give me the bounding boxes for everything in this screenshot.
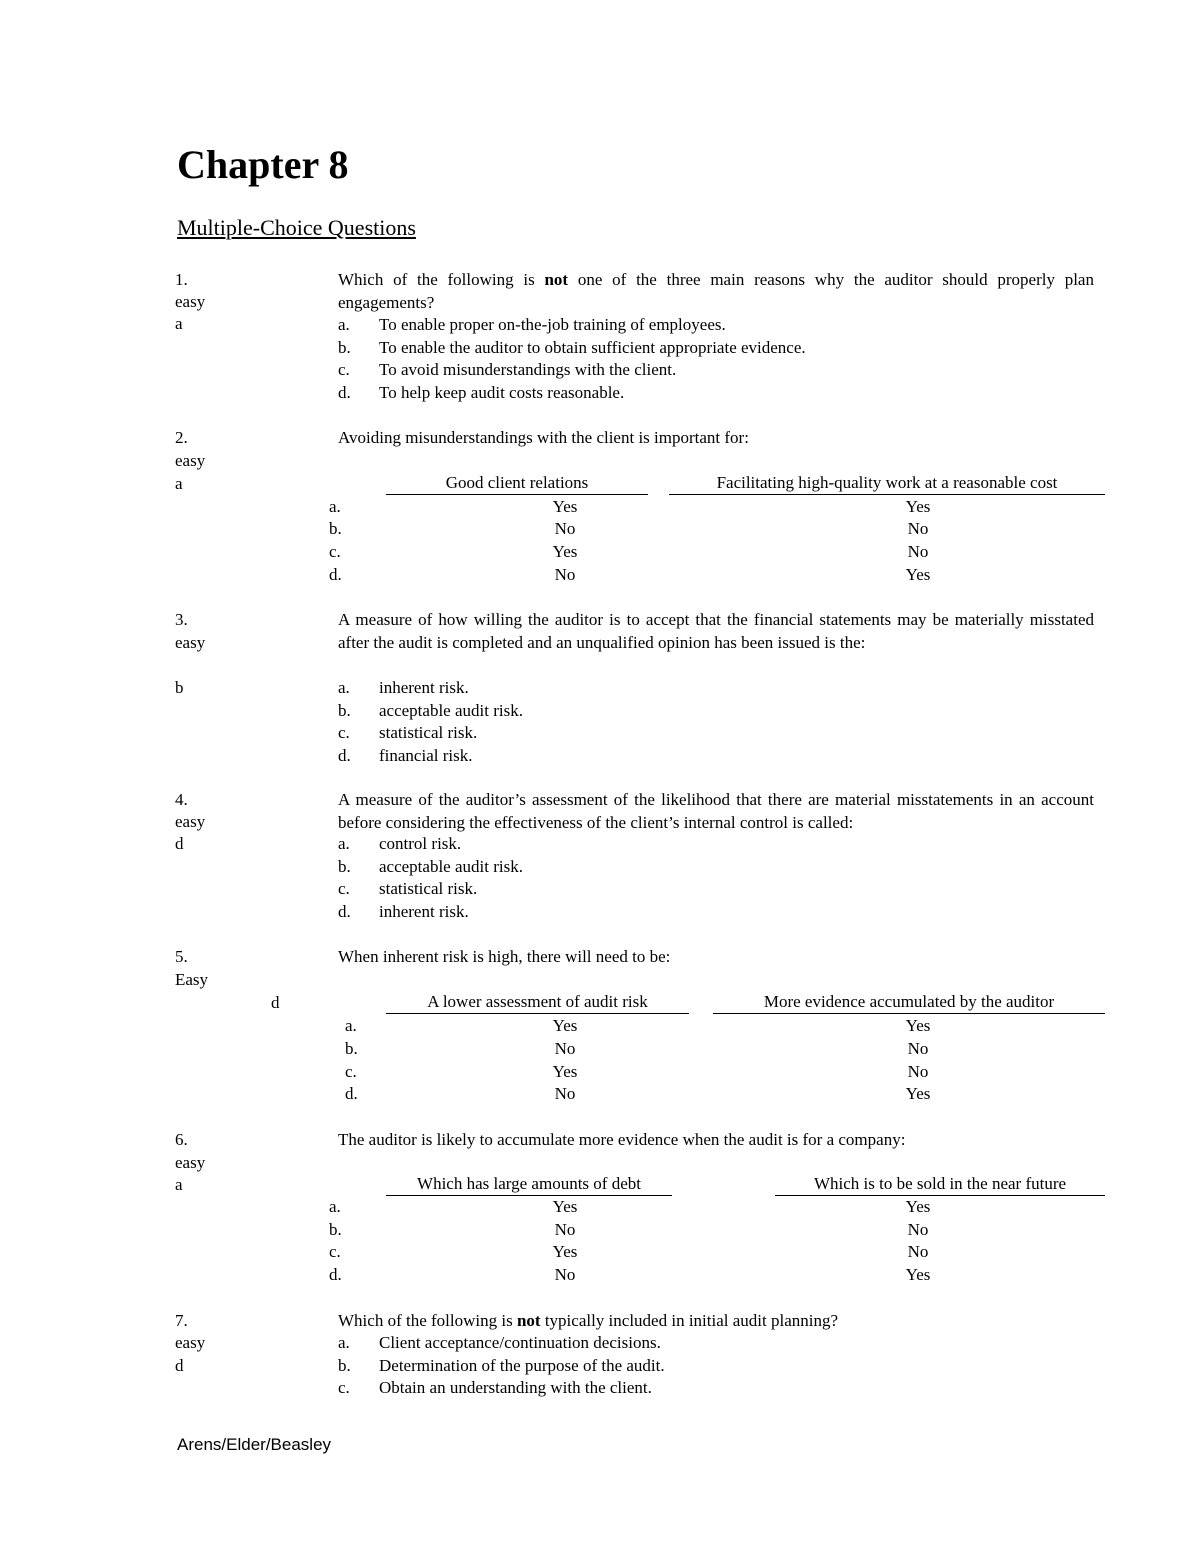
stem-text: Which of the following is bbox=[338, 270, 545, 289]
option-letter: b. bbox=[338, 701, 351, 720]
option-text: inherent risk. bbox=[379, 902, 469, 921]
table-header: Good client relations bbox=[386, 472, 648, 495]
row-letter: a. bbox=[329, 1197, 341, 1216]
question-stem: A measure of how willing the auditor is to accept that the financial statements may be materially misstated after the audit is completed and an unqualified opinion has been issued is the: bbox=[338, 610, 1094, 652]
option-letter: b. bbox=[338, 338, 351, 357]
row-letter: d. bbox=[329, 565, 342, 584]
option-text: acceptable audit risk. bbox=[379, 701, 523, 720]
table-cell: Yes bbox=[905, 1197, 931, 1216]
table-cell: No bbox=[554, 1084, 576, 1103]
option-letter: b. bbox=[338, 1356, 351, 1375]
option-letter: a. bbox=[338, 834, 350, 853]
table-cell: No bbox=[554, 1039, 576, 1058]
difficulty-label: easy bbox=[175, 292, 206, 311]
stem-text: Which of the following is bbox=[338, 1311, 517, 1330]
question-stem: When inherent risk is high, there will need to be: bbox=[338, 947, 671, 966]
option-text: statistical risk. bbox=[379, 723, 478, 742]
question-stem bbox=[338, 1310, 838, 1332]
option-text: To enable the auditor to obtain sufficient appropriate evidence. bbox=[379, 338, 806, 357]
table-cell: No bbox=[907, 1062, 929, 1081]
difficulty-label: easy bbox=[175, 451, 206, 470]
question-number: 1. bbox=[175, 270, 188, 289]
option-letter: c. bbox=[338, 723, 350, 742]
option-letter: b. bbox=[338, 857, 351, 876]
answer-key: a bbox=[175, 314, 183, 333]
row-letter: a. bbox=[329, 497, 341, 516]
table-cell: Yes bbox=[552, 542, 578, 561]
question-number: 7. bbox=[175, 1311, 188, 1330]
option-letter: d. bbox=[338, 902, 351, 921]
table-cell: Yes bbox=[552, 1242, 578, 1261]
option-text: To help keep audit costs reasonable. bbox=[379, 383, 625, 402]
row-letter: b. bbox=[329, 1220, 342, 1239]
table-cell: No bbox=[554, 1220, 576, 1239]
answer-key: a bbox=[175, 1175, 183, 1194]
table-cell: Yes bbox=[905, 1265, 931, 1284]
difficulty-label: easy bbox=[175, 812, 206, 831]
stem-emphasis: not bbox=[516, 1311, 541, 1330]
option-letter: a. bbox=[338, 1333, 350, 1352]
option-letter: c. bbox=[338, 360, 350, 379]
difficulty-label: Easy bbox=[175, 970, 209, 989]
answer-key: b bbox=[175, 678, 184, 697]
option-text: statistical risk. bbox=[379, 879, 478, 898]
option-text: inherent risk. bbox=[379, 678, 469, 697]
question-number: 4. bbox=[175, 790, 188, 809]
option-letter: d. bbox=[338, 746, 351, 765]
difficulty-label: easy bbox=[175, 633, 206, 652]
row-letter: c. bbox=[329, 1242, 341, 1261]
answer-key: d bbox=[175, 1356, 184, 1375]
table-header: More evidence accumulated by the auditor bbox=[713, 991, 1105, 1014]
table-cell: Yes bbox=[552, 1197, 578, 1216]
answer-key: d bbox=[271, 993, 280, 1012]
row-letter: b. bbox=[329, 519, 342, 538]
table-cell: No bbox=[907, 1242, 929, 1261]
question-number: 2. bbox=[175, 428, 188, 447]
question-stem bbox=[338, 269, 1094, 314]
question-number: 3. bbox=[175, 610, 188, 629]
question-stem: Avoiding misunderstandings with the client is important for: bbox=[338, 428, 749, 447]
page-footer: Arens/Elder/Beasley bbox=[177, 1435, 332, 1454]
option-text: Obtain an understanding with the client. bbox=[379, 1378, 652, 1397]
stem-emphasis: not bbox=[544, 270, 569, 289]
table-cell: No bbox=[907, 542, 929, 561]
table-cell: No bbox=[907, 1039, 929, 1058]
table-cell: No bbox=[554, 565, 576, 584]
table-cell: Yes bbox=[905, 497, 931, 516]
stem-text: typically included in initial audit planning? bbox=[540, 1311, 839, 1330]
table-cell: Yes bbox=[905, 1084, 931, 1103]
row-letter: d. bbox=[329, 1265, 342, 1284]
option-letter: a. bbox=[338, 315, 350, 334]
row-letter: d. bbox=[345, 1084, 358, 1103]
option-text: Client acceptance/continuation decisions. bbox=[379, 1333, 661, 1352]
section-title: Multiple-Choice Questions bbox=[177, 215, 416, 240]
table-cell: Yes bbox=[905, 565, 931, 584]
question-number: 5. bbox=[175, 947, 188, 966]
difficulty-label: easy bbox=[175, 1333, 206, 1352]
stem-text: one of the three main reasons why the auditor should properly plan engagements? bbox=[338, 270, 1094, 312]
table-cell: No bbox=[554, 1265, 576, 1284]
row-letter: c. bbox=[329, 542, 341, 561]
option-text: To avoid misunderstandings with the client. bbox=[379, 360, 677, 379]
option-text: control risk. bbox=[379, 834, 462, 853]
table-cell: No bbox=[907, 1220, 929, 1239]
table-cell: Yes bbox=[552, 1062, 578, 1081]
option-text: financial risk. bbox=[379, 746, 473, 765]
option-letter: d. bbox=[338, 383, 351, 402]
question-stem: The auditor is likely to accumulate more evidence when the audit is for a company: bbox=[338, 1130, 906, 1149]
answer-key: d bbox=[175, 834, 184, 853]
option-text: To enable proper on-the-job training of employees. bbox=[379, 315, 726, 334]
table-header: Which has large amounts of debt bbox=[386, 1173, 672, 1196]
row-letter: a. bbox=[345, 1016, 357, 1035]
chapter-title: Chapter 8 bbox=[177, 142, 349, 187]
table-cell: No bbox=[554, 519, 576, 538]
table-header: A lower assessment of audit risk bbox=[386, 991, 689, 1014]
option-letter: c. bbox=[338, 879, 350, 898]
difficulty-label: easy bbox=[175, 1153, 206, 1172]
question-stem: A measure of the auditor’s assessment of the likelihood that there are material misstatements in an account before considering the effectiveness of the client’s internal control is called: bbox=[338, 790, 1094, 832]
row-letter: b. bbox=[345, 1039, 358, 1058]
option-letter: a. bbox=[338, 678, 350, 697]
row-letter: c. bbox=[345, 1062, 357, 1081]
table-header: Which is to be sold in the near future bbox=[775, 1173, 1105, 1196]
question-number: 6. bbox=[175, 1130, 188, 1149]
table-cell: Yes bbox=[905, 1016, 931, 1035]
answer-key: a bbox=[175, 474, 183, 493]
option-letter: c. bbox=[338, 1378, 350, 1397]
table-cell: No bbox=[907, 519, 929, 538]
table-cell: Yes bbox=[552, 497, 578, 516]
option-text: acceptable audit risk. bbox=[379, 857, 523, 876]
table-cell: Yes bbox=[552, 1016, 578, 1035]
table-header: Facilitating high-quality work at a reasonable cost bbox=[669, 472, 1105, 495]
option-text: Determination of the purpose of the audit. bbox=[379, 1356, 665, 1375]
